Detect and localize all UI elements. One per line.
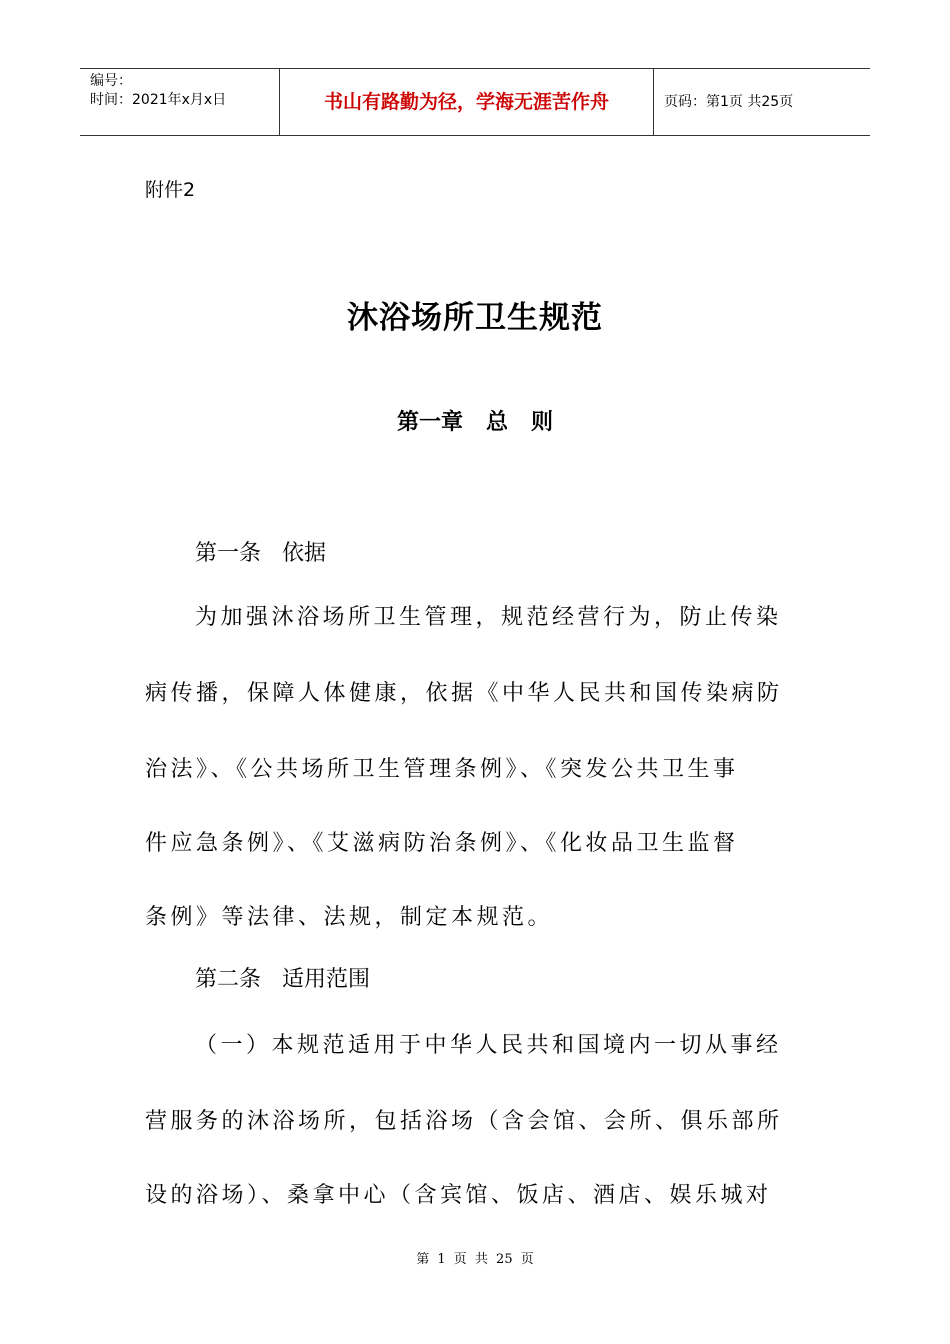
page-footer: 第 1 页 共 25 页 xyxy=(416,1252,534,1267)
header-page-info: 页码：第1页 共25页 xyxy=(664,94,794,110)
paragraph-line: 条例》等法律、法规，制定本规范。 xyxy=(145,905,554,930)
page-header xyxy=(80,68,870,136)
paragraph-line: 治法》、《公共场所卫生管理条例》、《突发公共卫生事 xyxy=(145,757,739,782)
paragraph-line: 为加强沐浴场所卫生管理，规范经营行为，防止传染 xyxy=(195,605,782,630)
paragraph-line: 病传播，保障人体健康，依据《中华人民共和国传染病防 xyxy=(145,681,783,706)
time-label: 时间：2021年x月x日 xyxy=(90,92,227,108)
article-heading: 第二条 适用范围 xyxy=(195,967,370,992)
article-heading: 第一条 依据 xyxy=(195,541,326,566)
chapter-heading: 第一章 总 则 xyxy=(397,410,553,435)
paragraph-line: 设的浴场）、桑拿中心（含宾馆、饭店、酒店、娱乐城对 xyxy=(145,1183,772,1208)
paragraph-line: 营服务的沐浴场所，包括浴场（含会馆、会所、俱乐部所 xyxy=(145,1109,783,1134)
number-label: 编号： xyxy=(90,73,132,89)
paragraph-line: （一）本规范适用于中华人民共和国境内一切从事经 xyxy=(195,1033,782,1058)
header-meta xyxy=(80,69,280,135)
paragraph-line: 件应急条例》、《艾滋病防治条例》、《化妆品卫生监督 xyxy=(145,831,739,856)
document-title: 沐浴场所卫生规范 xyxy=(347,300,603,336)
header-motto: 书山有路勤为径，学海无涯苦作舟 xyxy=(280,69,654,135)
attachment-label: 附件2 xyxy=(145,179,196,201)
